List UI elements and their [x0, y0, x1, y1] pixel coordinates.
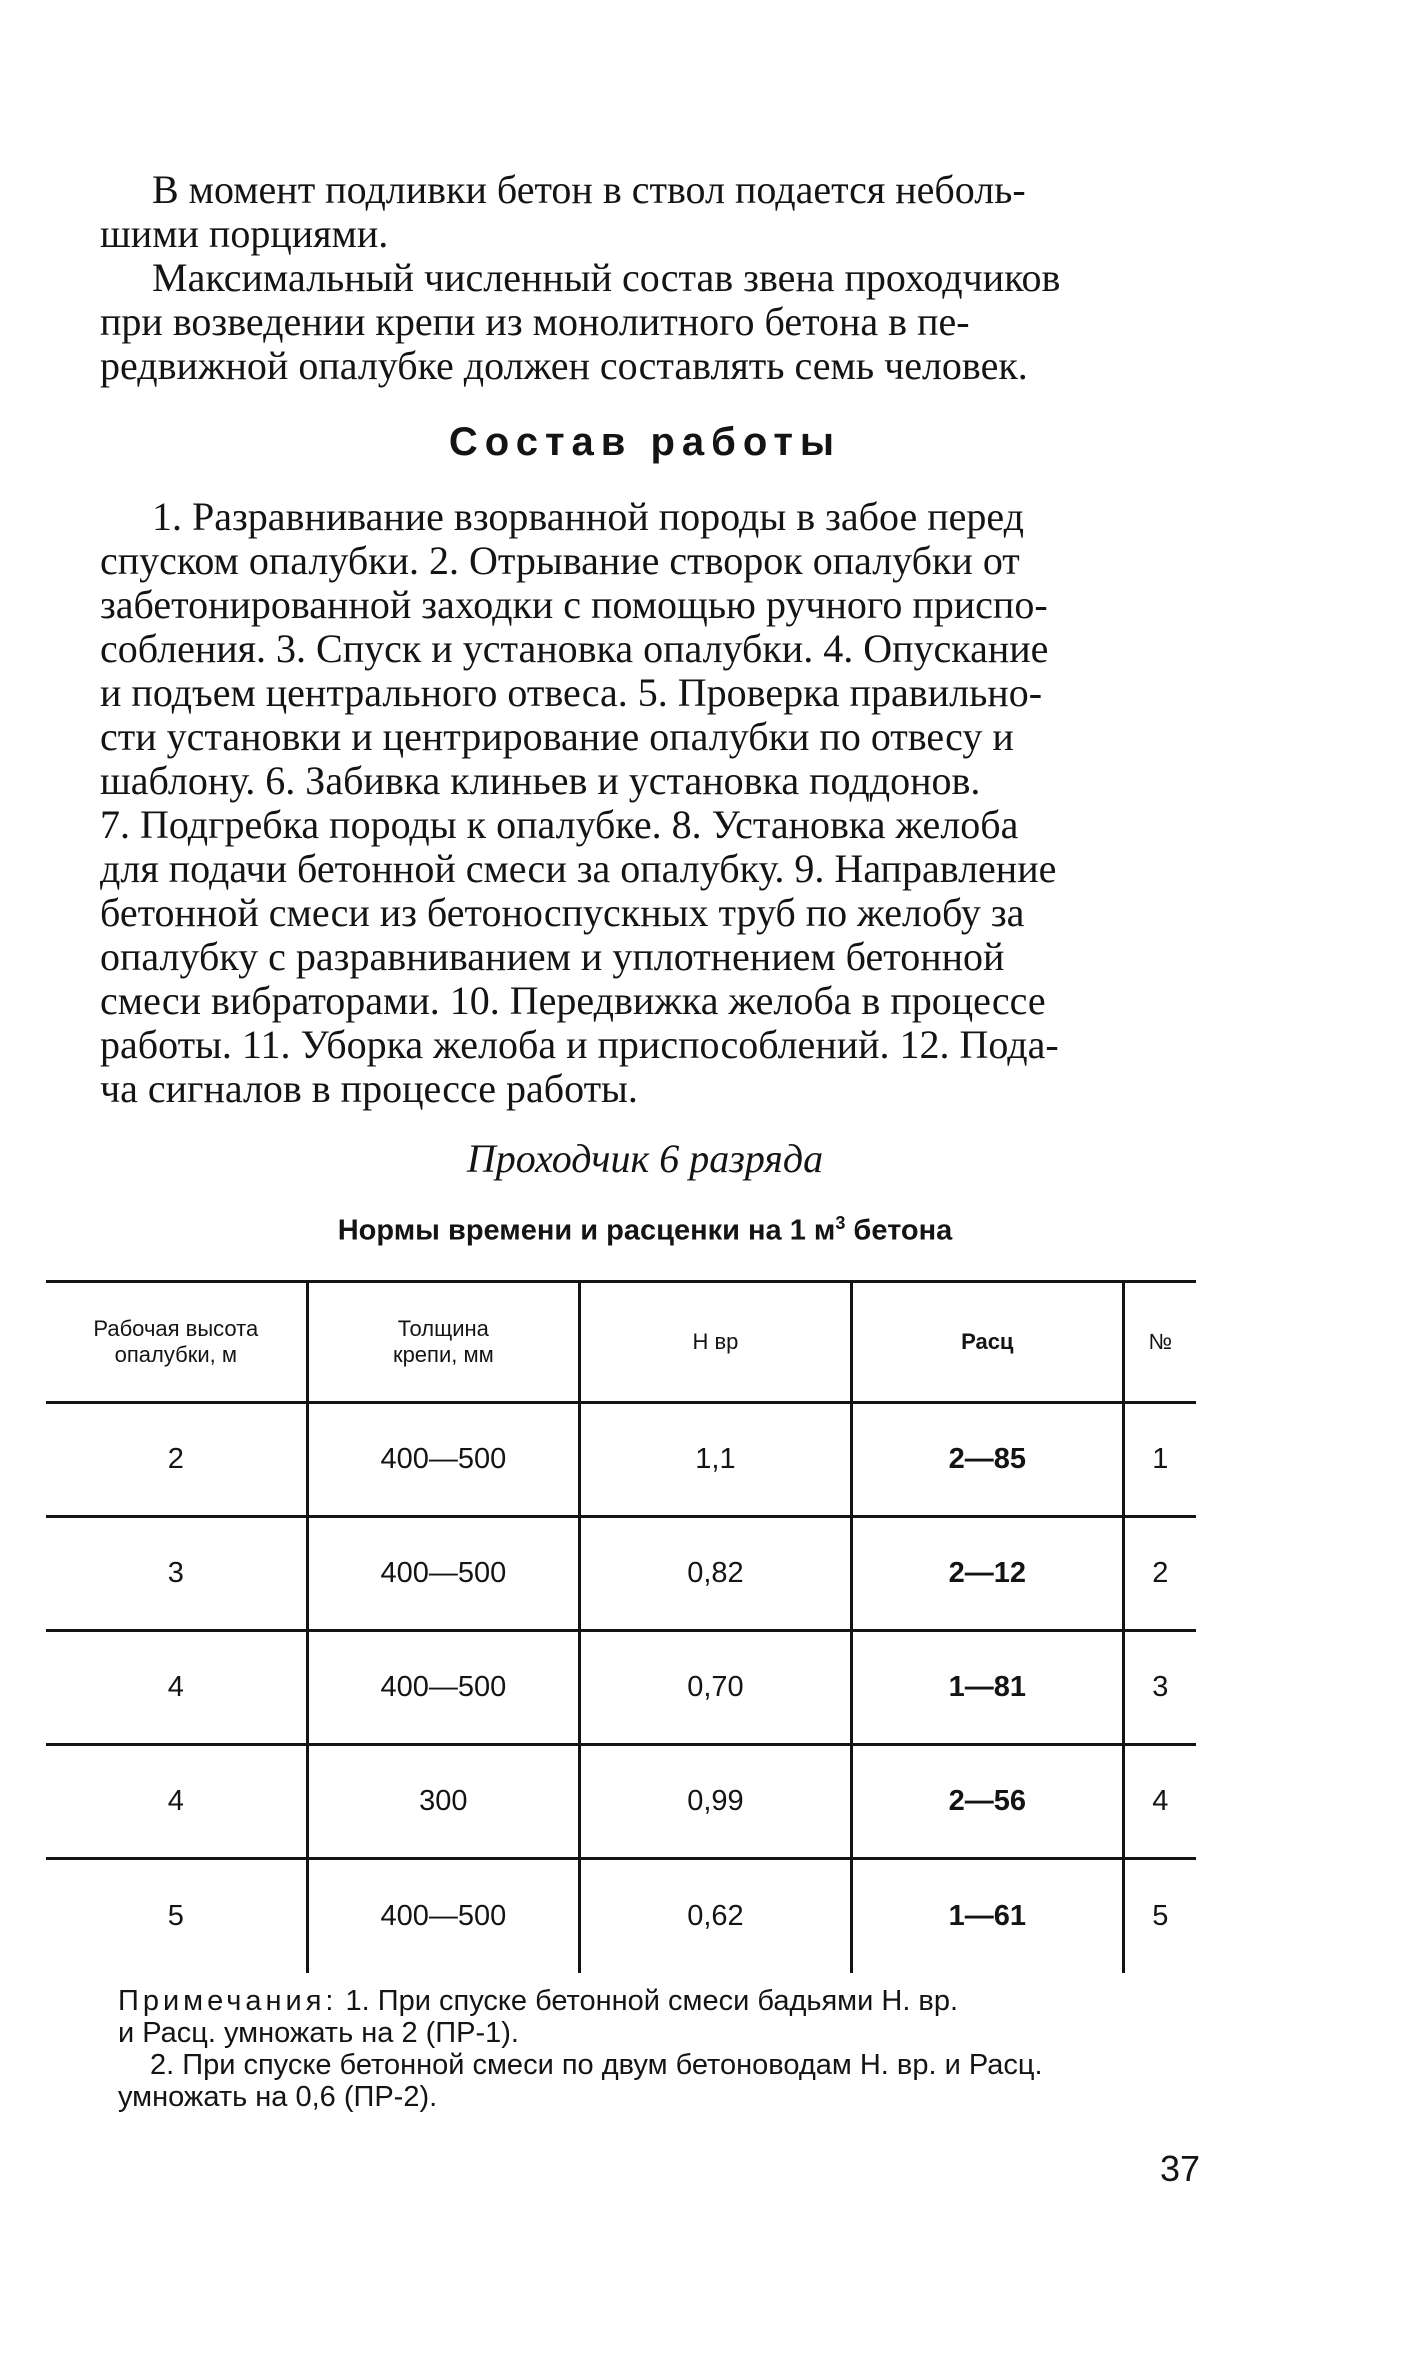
cell-nvr: 0,99	[580, 1745, 852, 1859]
norms-table	[46, 1280, 1196, 1973]
caption-text: Нормы времени и расценки на 1 м	[337, 1214, 836, 1247]
paragraph-crew-size	[100, 256, 1190, 388]
cell-rate: 2—12	[851, 1517, 1123, 1631]
table-row	[46, 1631, 1196, 1745]
cell-height: 5	[167, 1899, 184, 1932]
header-thickness	[307, 1282, 579, 1403]
text-line: 7. Подгребка породы к опалубке. 8. Установка желоба	[100, 802, 1019, 847]
note-line	[118, 1985, 1203, 2017]
cell-height: 4	[167, 1785, 184, 1817]
cell-number: 2	[1123, 1517, 1196, 1631]
work-composition	[100, 495, 1190, 1111]
cell-thickness: 400—500	[307, 1631, 579, 1745]
notes-label: Примечания:	[118, 1985, 338, 2017]
note-line: 2. При спуске бетонной смеси по двум бетоноводам Н. вр. и Расц.	[150, 2049, 1043, 2081]
text-line: 1. Разравнивание взорванной породы в забое перед	[152, 494, 1024, 539]
cell-thickness: 300	[307, 1745, 579, 1859]
text-line: шаблону. 6. Забивка клиньев и установка поддонов.	[100, 758, 981, 803]
text-line: шими порциями.	[100, 211, 389, 256]
cell-number: 3	[1123, 1631, 1196, 1745]
text-line: при возведении крепи из монолитного бетона в пе-	[100, 299, 970, 344]
cell-height: 2	[167, 1443, 184, 1475]
worker-title: Проходчик 6 разряда	[466, 1136, 824, 1181]
text-line: работы. 11. Уборка желоба и приспособлений. 12. Пода-	[100, 1022, 1059, 1067]
cell-height: 3	[167, 1557, 184, 1589]
note-line: и Расц. умножать на 2 (ПР-1).	[118, 2017, 519, 2049]
text-line: ча сигналов в процессе работы.	[100, 1066, 638, 1111]
note-text: 1. При спуске бетонной смеси бадьями Н. вр.	[337, 1985, 959, 2017]
table-row	[46, 1859, 1196, 1973]
text-line: сти установки и центрирование опалубки по отвесу и	[100, 714, 1014, 759]
cell-thickness: 400—500	[307, 1517, 579, 1631]
section-heading: Состав работы	[448, 420, 842, 464]
cell-nvr: 0,62	[580, 1859, 852, 1973]
text-line: редвижной опалубке должен составлять семь человек.	[100, 343, 1028, 388]
cell-thickness: 400—500	[307, 1859, 579, 1973]
text-line: Максимальный численный состав звена проходчиков	[152, 255, 1061, 300]
table-row	[46, 1745, 1196, 1859]
text-line: В момент подливки бетон в ствол подается неболь-	[152, 167, 1026, 212]
table-notes	[118, 1985, 1203, 2113]
cell-number: 4	[1123, 1745, 1196, 1859]
caption-suffix: бетона	[845, 1214, 953, 1247]
cell-height: 4	[167, 1671, 184, 1703]
header-height	[46, 1282, 307, 1403]
cell-nvr: 0,82	[580, 1517, 852, 1631]
table-caption	[100, 1213, 1190, 1248]
cell-nvr: 0,70	[580, 1631, 852, 1745]
header-text: Толщина	[397, 1316, 489, 1341]
caption-superscript: 3	[835, 1213, 846, 1233]
header-nvr: Н вр	[580, 1282, 852, 1403]
cell-number: 5	[1123, 1859, 1196, 1973]
header-rate: Расц	[851, 1282, 1123, 1403]
cell-number: 1	[1123, 1403, 1196, 1517]
paragraph-pouring	[100, 168, 1190, 256]
cell-nvr: 1,1	[580, 1403, 852, 1517]
text-line: бетонной смеси из бетоноспускных труб по желобу за	[100, 890, 1025, 935]
header-number: №	[1123, 1282, 1196, 1403]
text-line: собления. 3. Спуск и установка опалубки. 4. Опускание	[100, 626, 1049, 671]
header-text: Рабочая высота	[93, 1316, 259, 1341]
text-line: и подъем центрального отвеса. 5. Проверка правильно-	[100, 670, 1043, 715]
text-line: смеси вибраторами. 10. Передвижка желоба в процессе	[100, 978, 1046, 1023]
text-line: опалубку с разравниванием и уплотнением бетонной	[100, 934, 1005, 979]
cell-rate: 1—81	[851, 1631, 1123, 1745]
text-line: спуском опалубки. 2. Отрывание створок опалубки от	[100, 538, 1020, 583]
note-line: умножать на 0,6 (ПР-2).	[118, 2081, 438, 2113]
header-text: крепи, мм	[392, 1342, 494, 1367]
cell-rate: 1—61	[851, 1859, 1123, 1973]
cell-thickness: 400—500	[307, 1403, 579, 1517]
table-row	[46, 1517, 1196, 1631]
page-number: 37	[1159, 2148, 1200, 2189]
table-row	[46, 1403, 1196, 1517]
text-line: забетонированной заходки с помощью ручного приспо-	[100, 582, 1048, 627]
text-line: для подачи бетонной смеси за опалубку. 9. Направление	[100, 846, 1057, 891]
cell-rate: 2—85	[851, 1403, 1123, 1517]
header-text: опалубки, м	[114, 1342, 237, 1367]
cell-rate: 2—56	[851, 1745, 1123, 1859]
table-header-row	[46, 1282, 1196, 1403]
